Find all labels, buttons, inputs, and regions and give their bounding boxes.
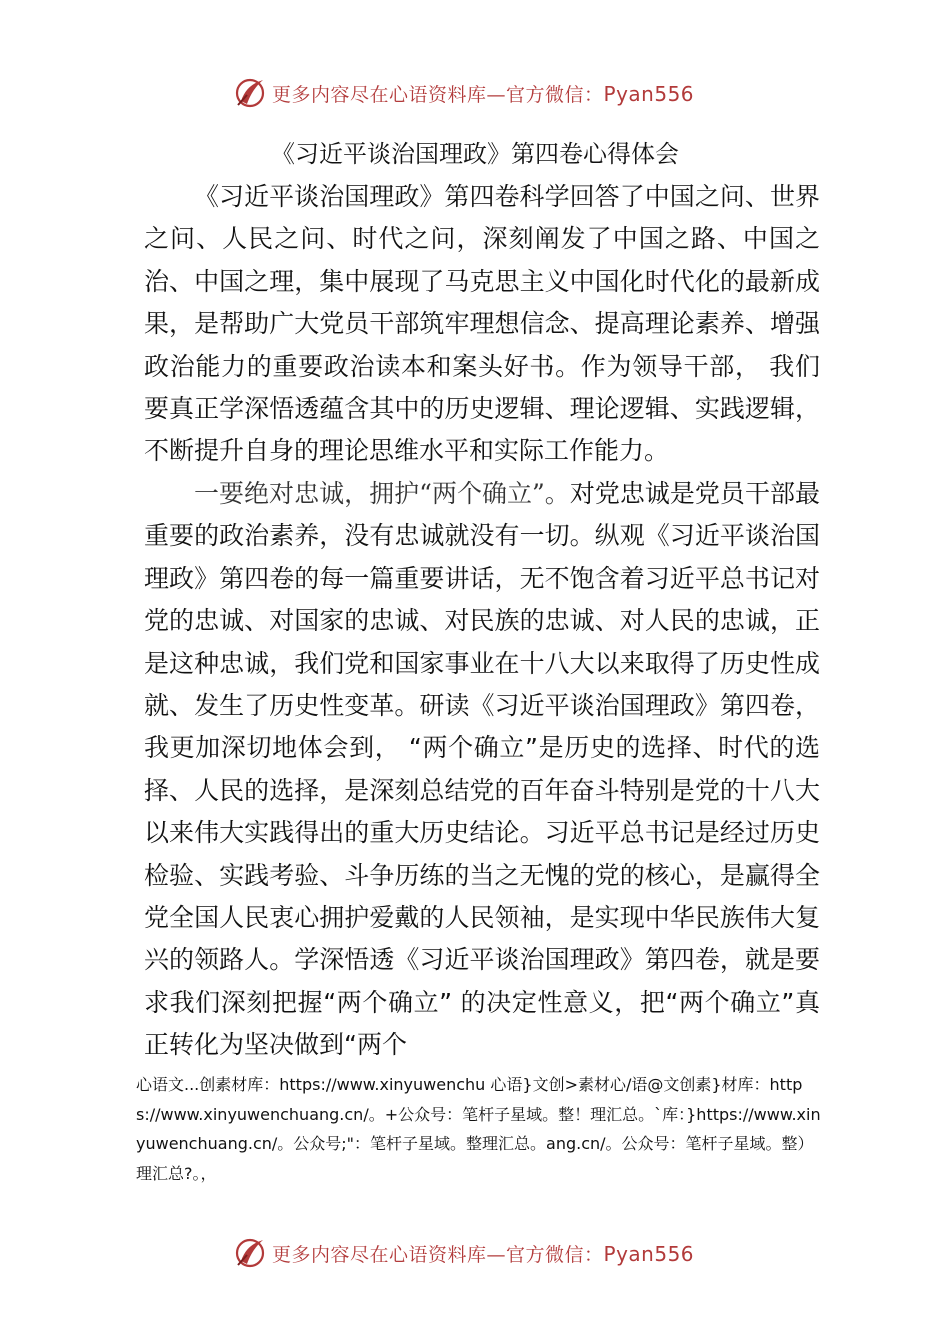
header-banner-text: 更多内容尽在心语资料库—官方微信：Pyan556 bbox=[272, 81, 695, 106]
footer-banner-text: 更多内容尽在心语资料库—官方微信：Pyan556 bbox=[272, 1241, 695, 1266]
paragraph-2 bbox=[144, 473, 820, 1067]
document-title: 《习近平谈治国理政》第四卷心得体会 bbox=[271, 140, 679, 168]
paragraph-1 bbox=[144, 176, 820, 473]
footer-wechat-id: Pyan556 bbox=[603, 1241, 695, 1266]
header-banner bbox=[232, 73, 694, 113]
paragraph-2-lead: 一要绝对忠诚，拥护“两个确立”。 bbox=[194, 479, 570, 508]
brand-logo-icon bbox=[232, 1235, 268, 1271]
paragraph-1-text: 《习近平谈治国理政》第四卷科学回答了中国之问、世界之问、人民之问、时代之问，深刻阐发了中国之路、中国之治、中国之理，集中展现了马克思主义中国化时代化的最新成果，是帮助广大党员干部筑牢理想信念、提高理论素养、增强政治能力的重要政治读本和案头好书。作为领导干部， 我们要真正学深悟透蕴含其中的历史逻辑、理论逻辑、实践逻辑，不断提升自身的理论思维水平和实际工作能力。 bbox=[144, 182, 820, 466]
header-wechat-id: Pyan556 bbox=[603, 81, 695, 106]
footer-note: 心语文...创素材库：https://www.xinyuwenchu 心语}文创>素材心/语@文创素}材库：https://www.xinyuwenchuang.cn/。+公众号：笔杆子星域。整！理汇总。`库：}https://www.xinyuwenchuang.cn/。公众号;"：笔杆子星域。整理汇总。ang.cn/。公众号：笔杆子星域。整）理汇总?。， bbox=[136, 1075, 821, 1183]
paragraph-2-text: 对党忠诚是党员干部最重要的政治素养，没有忠诚就没有一切。纵观《习近平谈治国理政》第四卷的每一篇重要讲话，无不饱含着习近平总书记对党的忠诚、对国家的忠诚、对民族的忠诚、对人民的忠诚，正是这种忠诚，我们党和国家事业在十八大以来取得了历史性成就、发生了历史性变革。研读《习近平谈治国理政》第四卷，我更加深切地体会到， “两个确立”是历史的选择、时代的选择、人民的选择，是深刻总结党的百年奋斗特别是党的十八大以来伟大实践得出的重大历史结论。习近平总书记是经过历史检验、实践考验、斗争历练的当之无愧的党的核心，是赢得全党全国人民衷心拥护爱戴的人民领袖，是实现中华民族伟大复兴的领路人。学深悟透《习近平谈治国理政》第四卷，就是要求我们深刻把握“两个确立” 的决定性意义，把“两个确立”真正转化为坚决做到“两个 bbox=[144, 479, 820, 1060]
footer-banner bbox=[232, 1233, 694, 1273]
brand-logo-icon bbox=[232, 75, 268, 111]
